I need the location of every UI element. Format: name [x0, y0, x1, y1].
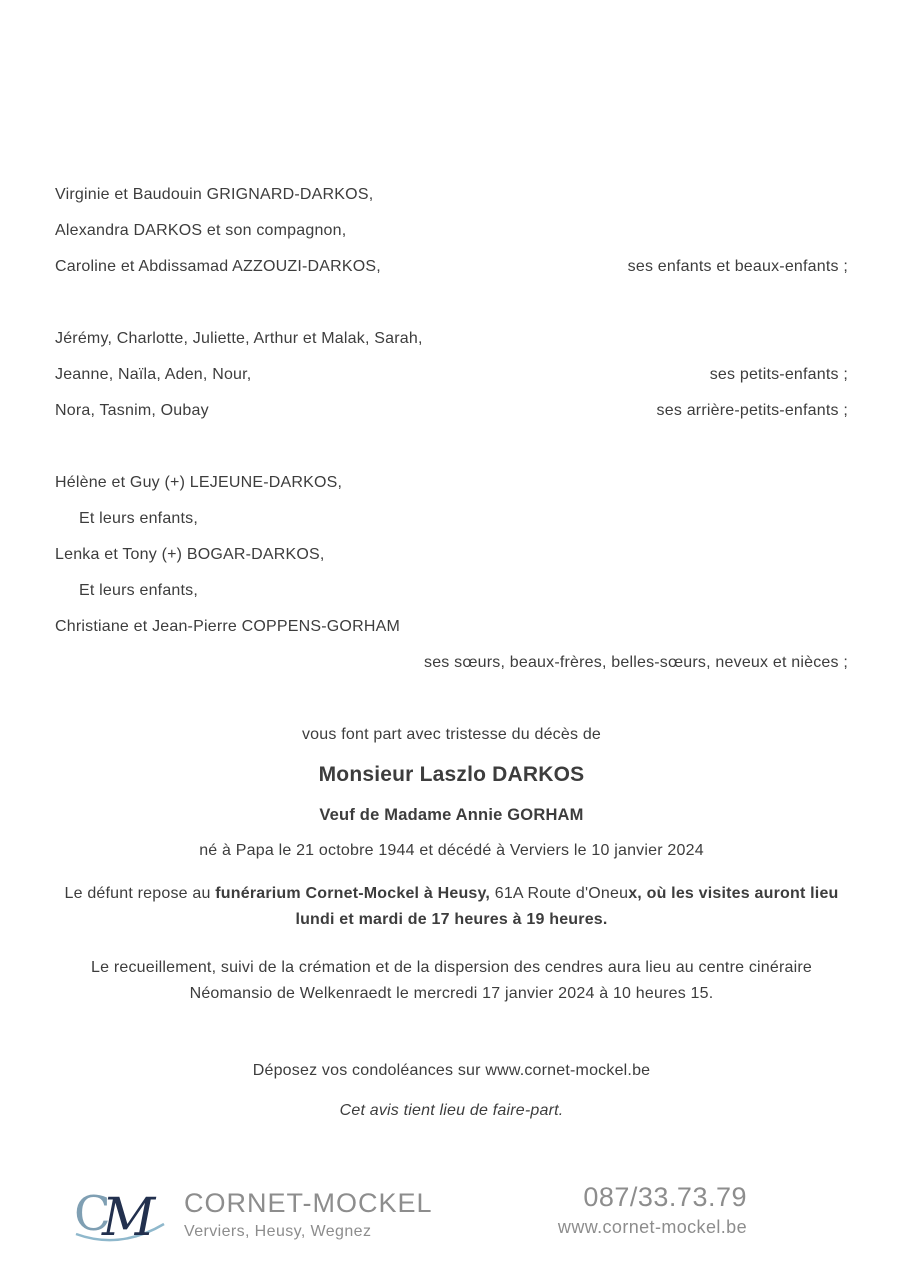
funeral-home-footer — [72, 1180, 747, 1250]
family-line — [55, 609, 848, 645]
family-line — [55, 393, 848, 429]
family-line — [55, 465, 848, 501]
announcement-intro: vous font part avec tristesse du décès de — [301, 726, 602, 743]
family-line — [55, 249, 848, 285]
family-names: Et leurs enfants, — [79, 582, 199, 599]
announcement-content — [55, 177, 848, 1129]
family-line — [55, 573, 848, 609]
relation-label: ses petits-enfants ; — [709, 366, 848, 383]
deceased-name: Monsieur Laszlo DARKOS — [318, 763, 585, 786]
repose-text: 61A Route d'Oneu — [490, 885, 629, 902]
widower-line: Veuf de Madame Annie GORHAM — [319, 806, 584, 824]
family-line — [55, 501, 848, 537]
family-names: Nora, Tasnim, Oubay — [55, 402, 209, 419]
repose-text-bold: funérarium Cornet-Mockel à Heusy, — [215, 885, 491, 902]
family-names: Jérémy, Charlotte, Juliette, Arthur et Malak, Sarah, — [55, 330, 423, 347]
family-names: Jeanne, Naïla, Aden, Nour, — [55, 366, 252, 383]
family-names: Virginie et Baudouin GRIGNARD-DARKOS, — [55, 186, 374, 203]
family-names: Lenka et Tony (+) BOGAR-DARKOS, — [55, 546, 325, 563]
relation-label: ses enfants et beaux-enfants ; — [627, 258, 848, 275]
family-names: Christiane et Jean-Pierre COPPENS-GORHAM — [55, 618, 400, 635]
family-line — [55, 213, 848, 249]
repose-paragraph — [55, 881, 848, 933]
repose-text-bold: x, où les visites auront lieu lundi et mardi de 17 heures à 19 heures. — [295, 885, 839, 928]
relation-label: ses arrière-petits-enfants ; — [656, 402, 848, 419]
family-line — [55, 537, 848, 573]
family-names: Et leurs enfants, — [79, 510, 199, 527]
ceremony-paragraph: Le recueillement, suivi de la crémation et de la dispersion des cendres aura lieu au centre cinéraire Néomansio de Welkenraedt le mercredi 17 janvier 2024 à 10 heures 15. — [90, 959, 813, 1002]
footer-left — [72, 1180, 433, 1250]
repose-text: Le défunt repose au — [64, 885, 216, 902]
footer-right — [558, 1180, 747, 1240]
company-block — [184, 1186, 433, 1244]
family-line — [55, 357, 848, 393]
family-names: Caroline et Abdissamad AZZOUZI-DARKOS, — [55, 258, 381, 275]
company-name: CORNET-MOCKEL — [184, 1188, 433, 1218]
family-names: Hélène et Guy (+) LEJEUNE-DARKOS, — [55, 474, 343, 491]
condolences-line: Déposez vos condoléances sur www.cornet-mockel.be — [252, 1062, 651, 1079]
farewell-line: Cet avis tient lieu de faire-part. — [339, 1102, 564, 1119]
svg-text:M: M — [102, 1188, 156, 1248]
cornet-mockel-logo-icon — [72, 1180, 168, 1250]
life-dates: né à Papa le 21 octobre 1944 et décédé à Verviers le 10 janvier 2024 — [199, 842, 704, 859]
relation-label: ses sœurs, beaux-frères, belles-sœurs, neveux et nièces ; — [424, 654, 848, 671]
phone-number: 087/33.73.79 — [583, 1182, 747, 1212]
family-line — [55, 645, 848, 681]
svg-text:C: C — [74, 1186, 111, 1242]
website-url: www.cornet-mockel.be — [557, 1217, 747, 1237]
family-line — [55, 321, 848, 357]
company-locations: Verviers, Heusy, Wegnez — [184, 1223, 372, 1240]
family-line — [55, 177, 848, 213]
family-names: Alexandra DARKOS et son compagnon, — [55, 222, 347, 239]
